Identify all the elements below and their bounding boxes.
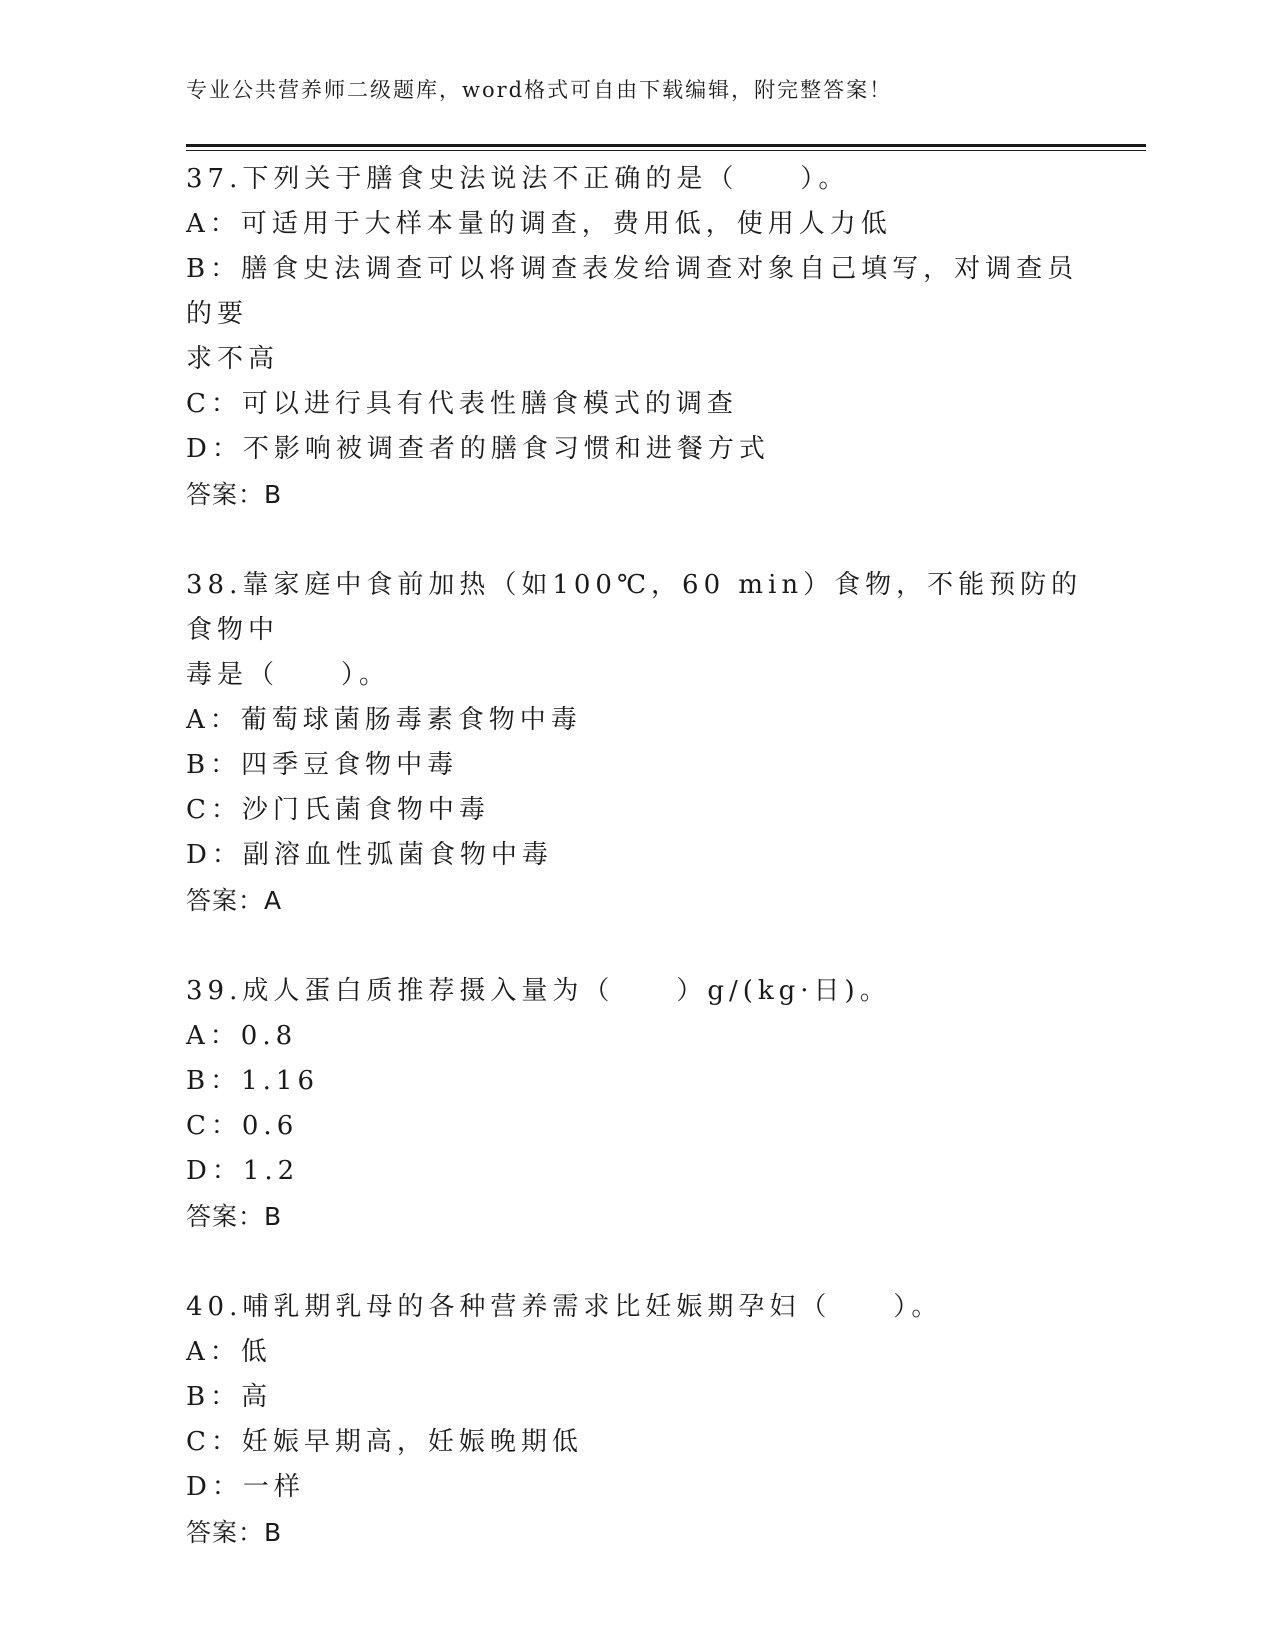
option-c: C：0.6 <box>186 1111 299 1141</box>
option-b: B：1.16 <box>186 1066 319 1096</box>
option-d: D：副溶血性弧菌食物中毒 <box>186 840 553 870</box>
answer-label: 答案：A <box>186 886 283 915</box>
option-d: D：1.2 <box>186 1156 300 1186</box>
option-b: B：高 <box>186 1382 273 1412</box>
option-a: A：低 <box>186 1337 272 1367</box>
option-d: D：一样 <box>186 1472 305 1502</box>
question-39 <box>186 969 1086 1239</box>
question-stem-continued: 毒是（ ）。 <box>186 660 391 690</box>
option-c: C：沙门氏菌食物中毒 <box>186 795 490 825</box>
page-header: 专业公共营养师二级题库，word格式可自由下载编辑，附完整答案！ <box>186 78 893 102</box>
option-c: C：妊娠早期高，妊娠晚期低 <box>186 1427 583 1457</box>
question-stem: 39.成人蛋白质推荐摄入量为（ ）g/(kg·日)。 <box>186 976 891 1006</box>
option-d: D：不影响被调查者的膳食习惯和进餐方式 <box>186 434 770 464</box>
answer-label: 答案：B <box>186 1202 283 1231</box>
option-a: A：0.8 <box>186 1021 298 1051</box>
question-38 <box>186 563 1086 923</box>
option-b: B：四季豆食物中毒 <box>186 750 459 780</box>
option-b-continued: 求不高 <box>186 344 280 374</box>
answer-label: 答案：B <box>186 480 283 509</box>
question-list <box>186 157 1086 1601</box>
question-37 <box>186 157 1086 517</box>
header-divider <box>186 144 1146 151</box>
question-40 <box>186 1285 1086 1555</box>
option-b: B：膳食史法调查可以将调查表发给调查对象自己填写，对调查员的要 <box>186 254 1079 329</box>
answer-label: 答案：B <box>186 1518 283 1547</box>
question-stem: 38.靠家庭中食前加热（如100℃，60 min）食物，不能预防的食物中 <box>186 570 1083 645</box>
question-stem: 37.下列关于膳食史法说法不正确的是（ ）。 <box>186 164 850 194</box>
option-c: C：可以进行具有代表性膳食模式的调查 <box>186 389 738 419</box>
option-a: A：葡萄球菌肠毒素食物中毒 <box>186 705 582 735</box>
question-stem: 40.哺乳期乳母的各种营养需求比妊娠期孕妇（ ）。 <box>186 1292 943 1322</box>
option-a: A：可适用于大样本量的调查，费用低，使用人力低 <box>186 209 892 239</box>
